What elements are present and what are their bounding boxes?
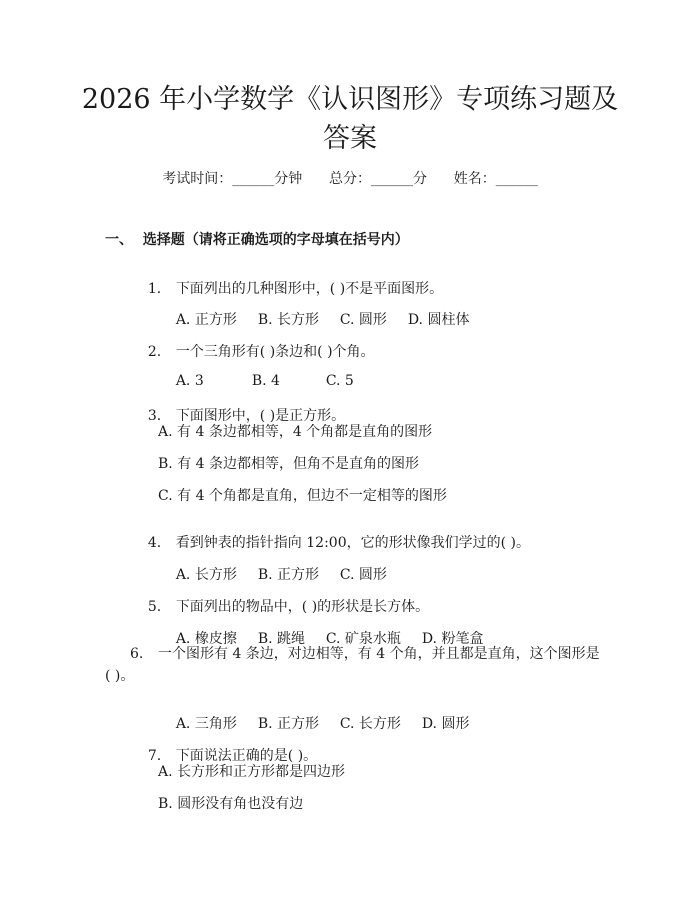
option-a: A. 长方形 (175, 567, 237, 583)
option-c: C. 圆形 (339, 312, 387, 328)
option-d: D. 圆柱体 (407, 312, 470, 328)
option-c: C. 5 (325, 373, 354, 389)
option-c: C. 矿泉水瓶 (325, 631, 401, 647)
option-c: C. 长方形 (339, 716, 401, 732)
option-d: D. 圆形 (421, 716, 470, 732)
question-7-option-b: B. 圆形没有角也没有边 (158, 796, 304, 812)
question-number: 5. (147, 599, 162, 615)
question-number: 2. (147, 344, 162, 360)
option-b: B. 跳绳 (257, 631, 306, 647)
question-text: 一个三角形有( )条边和( )个角。 (175, 344, 375, 360)
option-d: D. 粉笔盒 (421, 631, 484, 647)
option-a: A. 3 (175, 373, 204, 389)
question-text: 下面列出的几种图形中，( )不是平面图形。 (175, 281, 444, 297)
question-3-option-a: A. 有 4 条边都相等，4 个角都是直角的图形 (158, 424, 433, 440)
question-6-continuation: ( )。 (105, 668, 135, 684)
question-7-option-a: A. 长方形和正方形都是四边形 (158, 764, 346, 780)
title-line-1: 2026 年小学数学《认识图形》专项练习题及 (81, 84, 619, 115)
option-b: B. 长方形 (257, 312, 320, 328)
question-3-option-b: B. 有 4 条边都相等，但角不是直角的图形 (158, 456, 419, 472)
question-text: 看到钟表的指针指向 12:00，它的形状像我们学过的( )。 (175, 535, 530, 551)
option-a: A. 橡皮擦 (175, 631, 237, 647)
question-number: 1. (147, 281, 162, 297)
question-text: 下面列出的物品中，( )的形状是长方体。 (175, 599, 430, 615)
question-number: 6. (130, 646, 144, 662)
question-text: 下面说法正确的是( )。 (175, 748, 318, 764)
option-a: A. 三角形 (175, 716, 237, 732)
option-b: B. 正方形 (257, 567, 320, 583)
section-heading: 一、 选择题（请将正确选项的字母填在括号内） (105, 232, 409, 248)
option-b: B. 正方形 (257, 716, 320, 732)
question-6 (130, 643, 600, 663)
question-text: 下面图形中，( )是正方形。 (175, 408, 346, 424)
question-text: 一个图形有 4 条边，对边相等，有 4 个角，并且都是直角，这个图形是 (158, 646, 600, 662)
option-c: C. 圆形 (339, 567, 387, 583)
title-line-2: 答案 (323, 123, 377, 154)
question-3-option-c: C. 有 4 个角都是直角，但边不一定相等的图形 (158, 488, 447, 504)
exam-meta-line: 考试时间：______分钟 总分：______分 姓名：______ (162, 171, 538, 187)
option-a: A. 正方形 (175, 312, 237, 328)
question-number: 4. (147, 535, 162, 551)
option-b: B. 4 (251, 373, 280, 389)
question-number: 3. (147, 408, 162, 424)
question-number: 7. (147, 748, 162, 764)
